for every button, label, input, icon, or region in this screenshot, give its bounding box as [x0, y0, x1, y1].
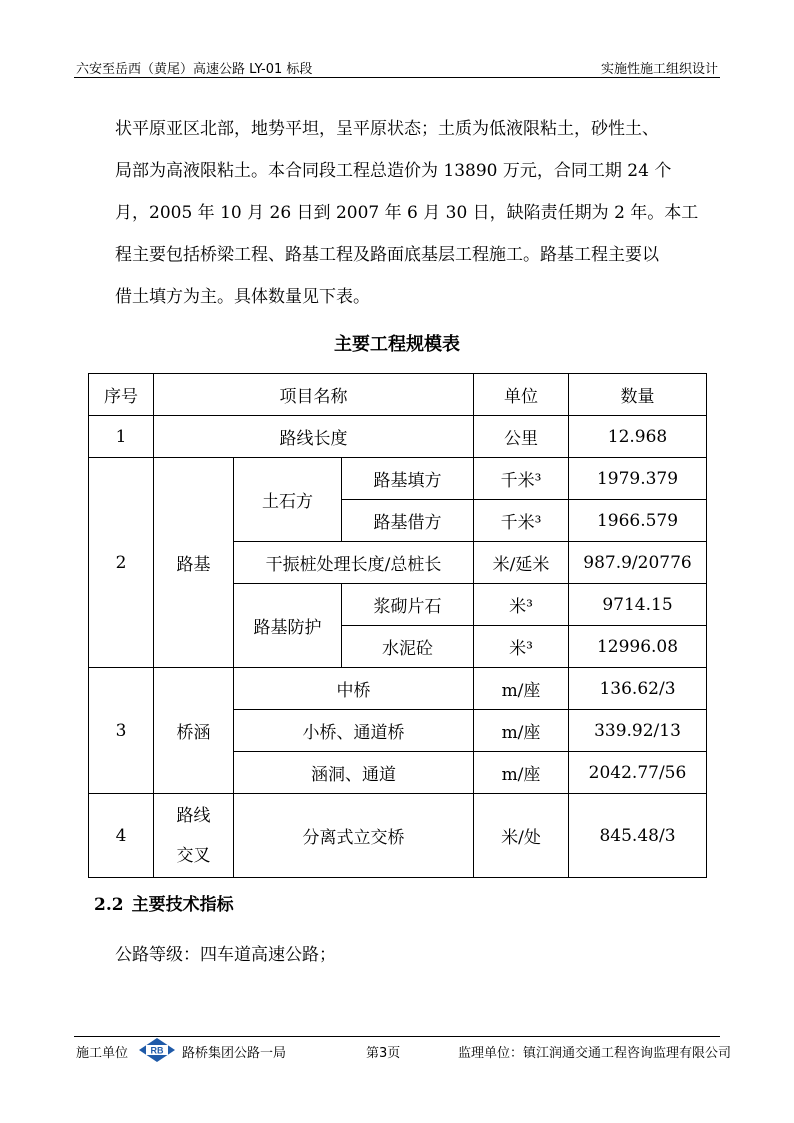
- row-name: 路基借方: [342, 500, 474, 542]
- row-qty: 987.9/20776: [569, 542, 707, 584]
- header-name: 项目名称: [154, 374, 474, 416]
- row-no: 2: [89, 458, 154, 668]
- row-subgroup: 路基防护: [234, 584, 342, 668]
- paragraph-line: 借土填方为主。具体数量见下表。: [115, 287, 370, 307]
- company-logo-icon: [138, 1037, 176, 1063]
- row-qty: 1979.379: [569, 458, 707, 500]
- row-unit: 米/延米: [474, 542, 569, 584]
- row-name: 分离式立交桥: [234, 794, 474, 878]
- row-name: 路基填方: [342, 458, 474, 500]
- row-group: 路基: [154, 458, 234, 668]
- logo-text: RB: [150, 1045, 164, 1056]
- paragraph-line: 局部为高液限粘土。本合同段工程总造价为 13890 万元，合同工期 24 个: [115, 161, 672, 181]
- row-name: 小桥、通道桥: [234, 710, 474, 752]
- table-row: [89, 668, 707, 710]
- row-qty: 339.92/13: [569, 710, 707, 752]
- header-rule: [74, 77, 720, 78]
- row-unit: 米/处: [474, 794, 569, 878]
- row-name: 浆砌片石: [342, 584, 474, 626]
- row-group-line: 路线: [176, 805, 211, 826]
- row-unit: 米³: [474, 584, 569, 626]
- row-qty: 845.48/3: [569, 794, 707, 878]
- footer-company: 路桥集团公路一局: [182, 1046, 287, 1061]
- row-qty: 136.62/3: [569, 668, 707, 710]
- footer-unit-label: 施工单位: [76, 1046, 129, 1061]
- footer-supervisor: 监理单位：镇江润通交通工程咨询监理有限公司: [458, 1046, 732, 1061]
- project-scale-table: [88, 373, 707, 878]
- section-title: 主要技术指标: [131, 895, 234, 915]
- header-qty: 数量: [569, 374, 707, 416]
- row-no: 1: [89, 416, 154, 458]
- row-group-line: 交叉: [176, 845, 211, 866]
- row-qty: 2042.77/56: [569, 752, 707, 794]
- header-unit: 单位: [474, 374, 569, 416]
- section-heading: [94, 890, 242, 915]
- row-name: 路线长度: [154, 416, 474, 458]
- row-unit: 公里: [474, 416, 569, 458]
- row-qty: 12996.08: [569, 626, 707, 668]
- row-subgroup: 土石方: [234, 458, 342, 542]
- row-group: 桥涵: [154, 668, 234, 794]
- header-project-title: 六安至岳西（黄尾）高速公路 LY-01 标段: [76, 62, 313, 77]
- row-unit: 千米³: [474, 458, 569, 500]
- header-doc-title: 实施性施工组织设计: [600, 62, 718, 77]
- row-group: [154, 794, 234, 878]
- row-no: 3: [89, 668, 154, 794]
- row-name: 干振桩处理长度/总桩长: [234, 542, 474, 584]
- table-row: [89, 458, 707, 500]
- header-no: 序号: [89, 374, 154, 416]
- table-title: 主要工程规模表: [334, 334, 460, 355]
- section-number: 2.2: [94, 895, 124, 915]
- row-qty: 1966.579: [569, 500, 707, 542]
- row-unit: m/座: [474, 668, 569, 710]
- road-grade-text: 公路等级：四车道高速公路；: [115, 945, 336, 965]
- row-name: 水泥砼: [342, 626, 474, 668]
- paragraph-line: 月，2005 年 10 月 26 日到 2007 年 6 月 30 日，缺陷责任期为 2 年。本工: [115, 203, 699, 223]
- row-unit: m/座: [474, 752, 569, 794]
- table-header-row: [89, 374, 707, 416]
- row-qty: 12.968: [569, 416, 707, 458]
- row-unit: 米³: [474, 626, 569, 668]
- paragraph-line: 状平原亚区北部，地势平坦，呈平原状态；土质为低液限粘土，砂性土、: [115, 119, 659, 139]
- row-name: 中桥: [234, 668, 474, 710]
- table-row: [89, 416, 707, 458]
- footer-page-number: 第3页: [366, 1046, 401, 1061]
- row-no: 4: [89, 794, 154, 878]
- row-unit: 千米³: [474, 500, 569, 542]
- row-qty: 9714.15: [569, 584, 707, 626]
- row-unit: m/座: [474, 710, 569, 752]
- paragraph-line: 程主要包括桥梁工程、路基工程及路面底基层工程施工。路基工程主要以: [115, 245, 659, 265]
- row-name: 涵洞、通道: [234, 752, 474, 794]
- body-paragraph: [115, 108, 715, 318]
- table-row: [89, 794, 707, 878]
